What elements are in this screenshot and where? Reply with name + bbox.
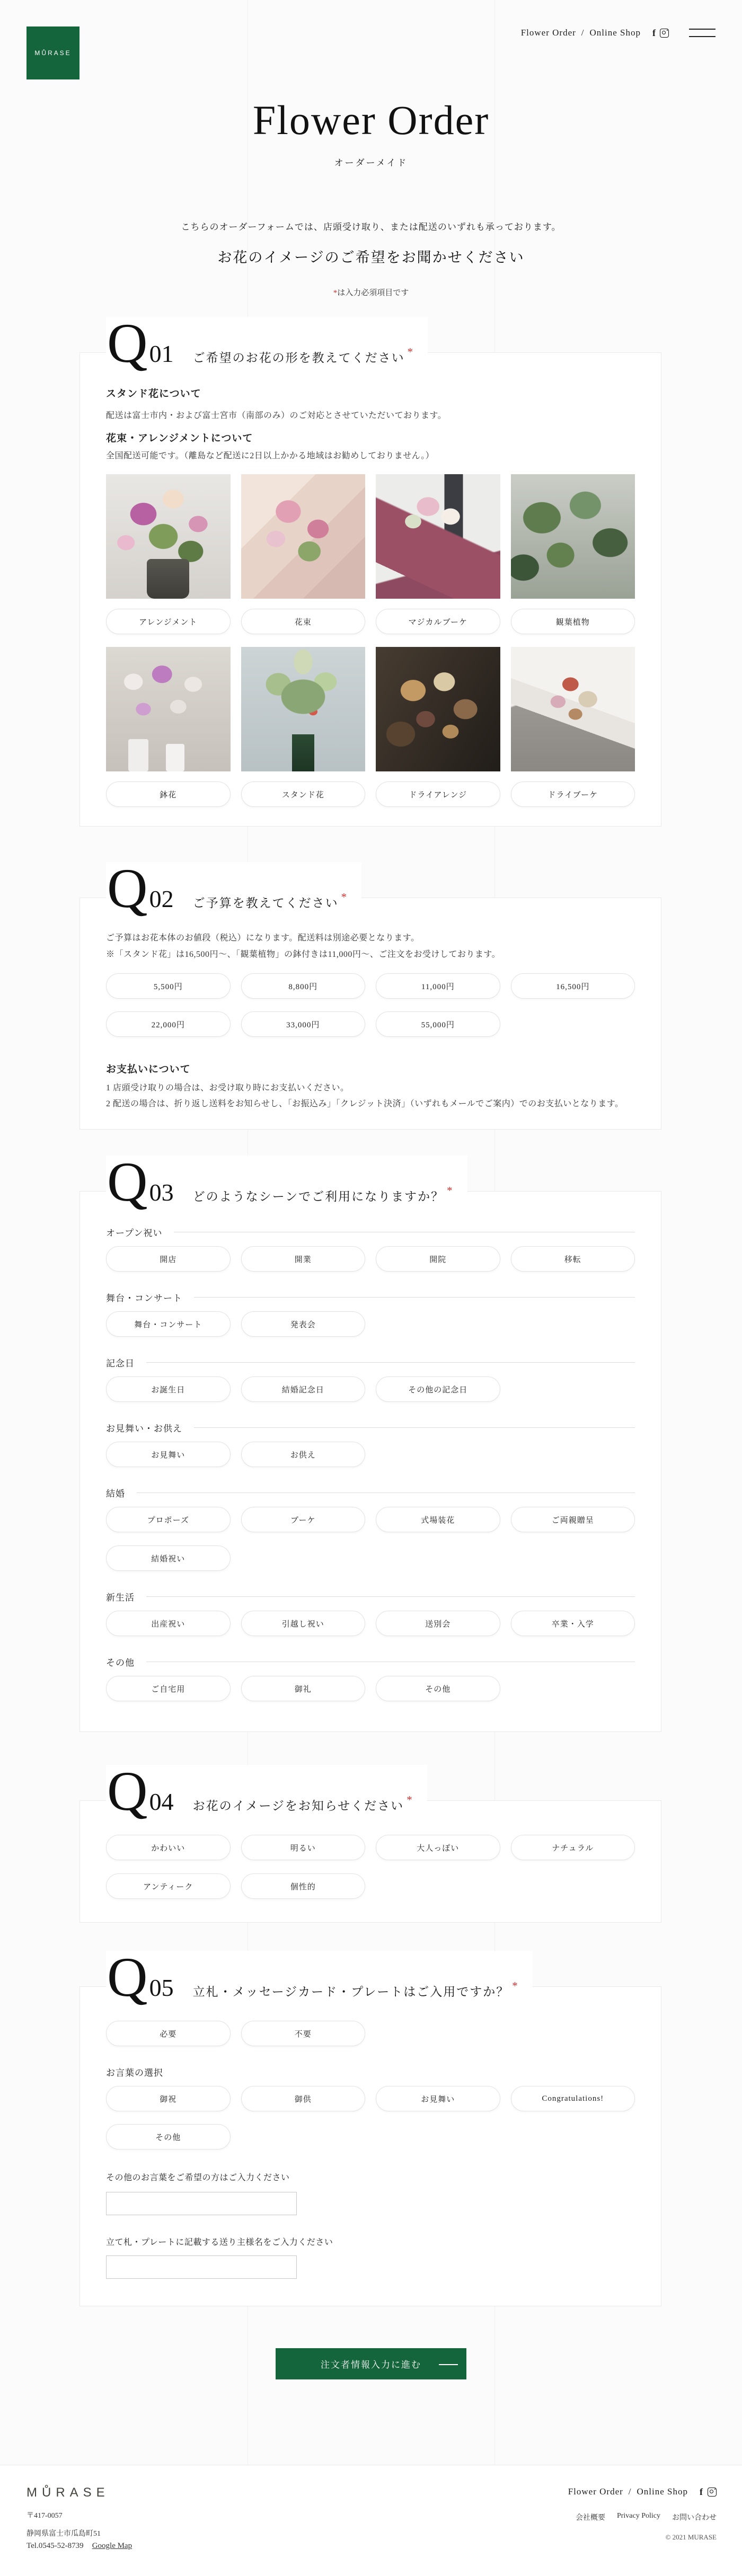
q01-heading [106, 312, 428, 374]
group-rule [194, 1427, 635, 1428]
stand-flower-note-body: 配送は富士市内・および富士宮市（南部のみ）のご対応とさせていただいております。 [106, 411, 447, 420]
option-open-shop[interactable]: 開店 [106, 1246, 231, 1272]
scene-group-label: 新生活 [106, 1590, 635, 1603]
instagram-icon[interactable] [708, 2488, 717, 2497]
footer-link-contact[interactable]: お問い合わせ [672, 2514, 717, 2522]
section-q03 [80, 1151, 661, 1732]
option-venue-flowers[interactable]: 式場装花 [376, 1507, 500, 1532]
option-other-scene[interactable]: その他 [376, 1676, 500, 1701]
footer-link-company[interactable]: 会社概要 [575, 2514, 605, 2522]
option-stage-concert[interactable]: 舞台・コンサート [106, 1311, 231, 1337]
q04-number: 04 [149, 1788, 174, 1815]
option-dry-arrangement[interactable]: ドライアレンジ [376, 781, 500, 807]
facebook-icon[interactable] [652, 28, 656, 38]
header-social [652, 28, 669, 38]
footer-social [700, 2487, 717, 2497]
option-word-celebration[interactable]: 御祝 [106, 2086, 231, 2111]
option-magical-bouquet[interactable]: マジカルブーケ [376, 609, 500, 634]
option-wedding-celebration[interactable]: 結婚祝い [106, 1545, 231, 1571]
q02-number: 02 [149, 885, 174, 912]
budget-note-1: ご予算はお花本体のお値段（税込）になります。配送料は別途必要となります。 [106, 934, 420, 943]
flower-type-cell [106, 647, 231, 807]
stand-flower-note-heading: スタンド花について [106, 388, 201, 399]
footer-nav-flower-order[interactable]: Flower Order [568, 2486, 623, 2497]
photo-dry-bouquet [511, 647, 635, 771]
option-open-business[interactable]: 開業 [241, 1246, 366, 1272]
payment-heading: お支払いについて [106, 1064, 191, 1075]
option-arrangement[interactable]: アレンジメント [106, 609, 231, 634]
nav-online-shop[interactable]: Online Shop [589, 28, 641, 38]
arrow-icon [439, 2364, 458, 2365]
footer-postal-code: 〒417-0057 [26, 2512, 63, 2520]
facebook-icon[interactable] [700, 2487, 703, 2497]
sender-name-label: 立て札・プレートに記載する送り主様名をご入力ください [106, 2238, 333, 2247]
scene-group-label: 記念日 [106, 1356, 635, 1369]
instagram-icon[interactable] [660, 29, 669, 38]
option-open-clinic[interactable]: 開院 [376, 1246, 500, 1272]
footer-tel-row [26, 2542, 132, 2551]
option-unique[interactable]: 個性的 [241, 1873, 366, 1899]
section-q04 [80, 1760, 661, 1923]
header-right [521, 28, 716, 38]
bouquet-note-body: 全国配送可能です。（離島など配送に2日以上かかる地域はお勧めしておりません。） [106, 451, 435, 460]
option-word-offering[interactable]: 御供 [241, 2086, 366, 2111]
q05-number: 05 [149, 1974, 174, 2001]
budget-note-2: ※「スタンド花」は16,500円〜、「観葉植物」の鉢付きは11,000円〜、ご注文をお受けしております。 [106, 950, 501, 959]
q05-title: 立札・メッセージカード・プレートはご入用ですか？ [192, 1985, 510, 1998]
required-note: *は入力必須項目です [333, 289, 409, 297]
option-wedding-bouquet[interactable]: ブーケ [241, 1507, 366, 1532]
option-relocation[interactable]: 移転 [511, 1246, 635, 1272]
option-graduation[interactable]: 卒業・入学 [511, 1611, 635, 1636]
section-q01 [80, 312, 661, 827]
section-q05 [80, 1946, 661, 2306]
footer-logo[interactable]: MŮRASE [26, 2485, 110, 2500]
photo-bouquet [241, 474, 366, 599]
option-stand-flower[interactable]: スタンド花 [241, 781, 366, 807]
submit-label: 注文者情報入力に進む [321, 2360, 421, 2370]
page-title: Flower Order [252, 97, 490, 143]
payment-note-1: 1 店頭受け取りの場合は、お受け取り時にお支払いください。 [106, 1083, 349, 1092]
option-budget-5500[interactable]: 5,500円 [106, 973, 231, 999]
option-budget-8800[interactable]: 8,800円 [241, 973, 366, 999]
scene-group-options [106, 1611, 635, 1636]
footer-copyright: © 2021 MURASE [665, 2533, 717, 2541]
bouquet-note-heading: 花束・アレンジメントについて [106, 433, 253, 444]
footer-tel: Tel.0545-52-8739 [26, 2542, 84, 2550]
payment-note-2: 2 配送の場合は、折り返し送料をお知らせし、「お振込み」「クレジット決済」（いずれもメールでご案内）でのお支払いとなります。 [106, 1099, 624, 1108]
photo-stand-flower [241, 647, 366, 771]
flower-type-grid [106, 474, 635, 807]
flower-type-cell [511, 647, 635, 807]
option-propose[interactable]: プロポーズ [106, 1507, 231, 1532]
logo-text: MŮRASE [34, 49, 72, 57]
option-bright[interactable]: 明るい [241, 1835, 366, 1860]
flower-type-cell [106, 474, 231, 634]
logo[interactable] [26, 26, 80, 79]
option-wedding-anniversary[interactable]: 結婚記念日 [241, 1376, 366, 1402]
q01-required-star: * [407, 345, 413, 358]
image-options [106, 1835, 635, 1899]
group-rule [194, 1297, 635, 1298]
group-rule [146, 1596, 635, 1597]
option-dry-bouquet[interactable]: ドライブーケ [511, 781, 635, 807]
q01-title: ご希望のお花の形を教えてください [192, 351, 405, 365]
q03-number: 03 [149, 1179, 174, 1206]
option-memorial[interactable]: お供え [241, 1442, 366, 1467]
scene-group-label: 結婚 [106, 1486, 635, 1499]
option-other-anniversary[interactable]: その他の記念日 [376, 1376, 500, 1402]
q02-heading [106, 857, 361, 919]
footer-address: 静岡県富士市瓜島町51 [26, 2530, 101, 2538]
page-subtitle: オーダーメイド [334, 158, 408, 168]
option-word-other[interactable]: その他 [106, 2124, 231, 2149]
flower-type-cell [376, 474, 500, 634]
option-cute[interactable]: かわいい [106, 1835, 231, 1860]
option-word-get-well[interactable]: お見舞い [376, 2086, 500, 2111]
q05-letter: Q [107, 1946, 148, 2008]
words-options [106, 2086, 635, 2149]
footer-nav [568, 2486, 717, 2497]
q02-title: ご予算を教えてください [192, 896, 339, 910]
option-recital[interactable]: 発表会 [241, 1311, 366, 1337]
option-budget-11000[interactable]: 11,000円 [376, 973, 500, 999]
intro-line2: お花のイメージのご希望をお聞かせください [217, 250, 525, 265]
scene-group-options [106, 1442, 635, 1467]
q02-letter: Q [107, 857, 148, 919]
option-budget-22000[interactable]: 22,000円 [106, 1011, 231, 1037]
footer-nav-separator: / [628, 2486, 632, 2497]
site-footer [0, 2465, 742, 2576]
option-birthday[interactable]: お誕生日 [106, 1376, 231, 1402]
option-thanks[interactable]: 御礼 [241, 1676, 366, 1701]
submit-button[interactable] [276, 2348, 466, 2379]
option-parents-gift[interactable]: ご両親贈呈 [511, 1507, 635, 1532]
q04-heading [106, 1760, 427, 1822]
flower-type-cell [511, 474, 635, 634]
photo-magical-bouquet [376, 474, 500, 599]
other-words-label: その他のお言葉をご希望の方はご入力ください [106, 2173, 290, 2182]
menu-icon[interactable] [689, 29, 716, 37]
required-star: * [333, 289, 338, 297]
header-nav [521, 28, 641, 38]
q03-letter: Q [107, 1151, 148, 1213]
option-farewell-party[interactable]: 送別会 [376, 1611, 500, 1636]
option-potted-flower[interactable]: 鉢花 [106, 781, 231, 807]
nav-separator: / [581, 28, 585, 38]
scene-group-options [106, 1311, 635, 1337]
photo-dry-arrangement [376, 647, 500, 771]
option-need[interactable]: 必要 [106, 2021, 231, 2046]
option-budget-55000[interactable]: 55,000円 [376, 1011, 500, 1037]
flower-type-cell [241, 474, 366, 634]
group-rule [146, 1362, 635, 1363]
google-map-link[interactable]: Google Map [92, 2542, 132, 2550]
flower-type-cell [241, 647, 366, 807]
q02-required-star: * [341, 891, 347, 903]
option-moving-celebration[interactable]: 引越し祝い [241, 1611, 366, 1636]
scene-group-options [106, 1676, 635, 1701]
scene-group-options [106, 1246, 635, 1272]
footer-link-privacy[interactable]: Privacy Policy [616, 2512, 660, 2520]
option-baby-celebration[interactable]: 出産祝い [106, 1611, 231, 1636]
budget-grid [106, 973, 635, 1037]
scene-group-label: その他 [106, 1655, 635, 1668]
option-no-need[interactable]: 不要 [241, 2021, 366, 2046]
q04-letter: Q [107, 1760, 148, 1822]
words-select-label: お言葉の選択 [106, 2068, 163, 2078]
q04-title: お花のイメージをお知らせください [192, 1799, 404, 1813]
nav-flower-order[interactable]: Flower Order [520, 28, 576, 38]
other-words-input[interactable] [106, 2192, 297, 2215]
q05-heading [106, 1946, 533, 2008]
sender-name-input[interactable] [106, 2255, 297, 2279]
photo-foliage-plant [511, 474, 635, 599]
option-natural[interactable]: ナチュラル [511, 1835, 635, 1860]
q01-number: 01 [149, 340, 174, 367]
q01-letter: Q [107, 312, 148, 374]
scene-group-options [106, 1376, 635, 1402]
q05-required-star: * [512, 1979, 518, 1992]
option-home-use[interactable]: ご自宅用 [106, 1676, 231, 1701]
scene-group-options [106, 1507, 635, 1571]
q03-required-star: * [447, 1184, 453, 1197]
option-word-congratulations[interactable]: Congratulations! [511, 2086, 635, 2111]
photo-arrangement [106, 474, 231, 599]
option-get-well[interactable]: お見舞い [106, 1442, 231, 1467]
flower-type-cell [376, 647, 500, 807]
option-foliage-plant[interactable]: 観葉植物 [511, 609, 635, 634]
q04-required-star: * [407, 1793, 412, 1806]
q03-title: どのようなシーンでご利用になりますか？ [192, 1190, 445, 1203]
option-budget-16500[interactable]: 16,500円 [511, 973, 635, 999]
intro-line1: こちらのオーダーフォームでは、店頭受け取り、または配送のいずれも承っております。 [181, 222, 561, 232]
footer-links [576, 2512, 717, 2522]
footer-nav-online-shop[interactable]: Online Shop [637, 2486, 688, 2497]
q03-heading [106, 1151, 467, 1213]
section-q02 [80, 857, 661, 1130]
photo-potted-flower [106, 647, 231, 771]
scene-group-label: お見舞い・お供え [106, 1421, 635, 1434]
card-need-options [106, 2021, 635, 2046]
option-budget-33000[interactable]: 33,000円 [241, 1011, 366, 1037]
scene-group-label: 舞台・コンサート [106, 1291, 635, 1304]
option-mature[interactable]: 大人っぽい [376, 1835, 500, 1860]
option-bouquet[interactable]: 花束 [241, 609, 366, 634]
option-antique[interactable]: アンティーク [106, 1873, 231, 1899]
scene-group-label: オープン祝い [106, 1225, 635, 1239]
